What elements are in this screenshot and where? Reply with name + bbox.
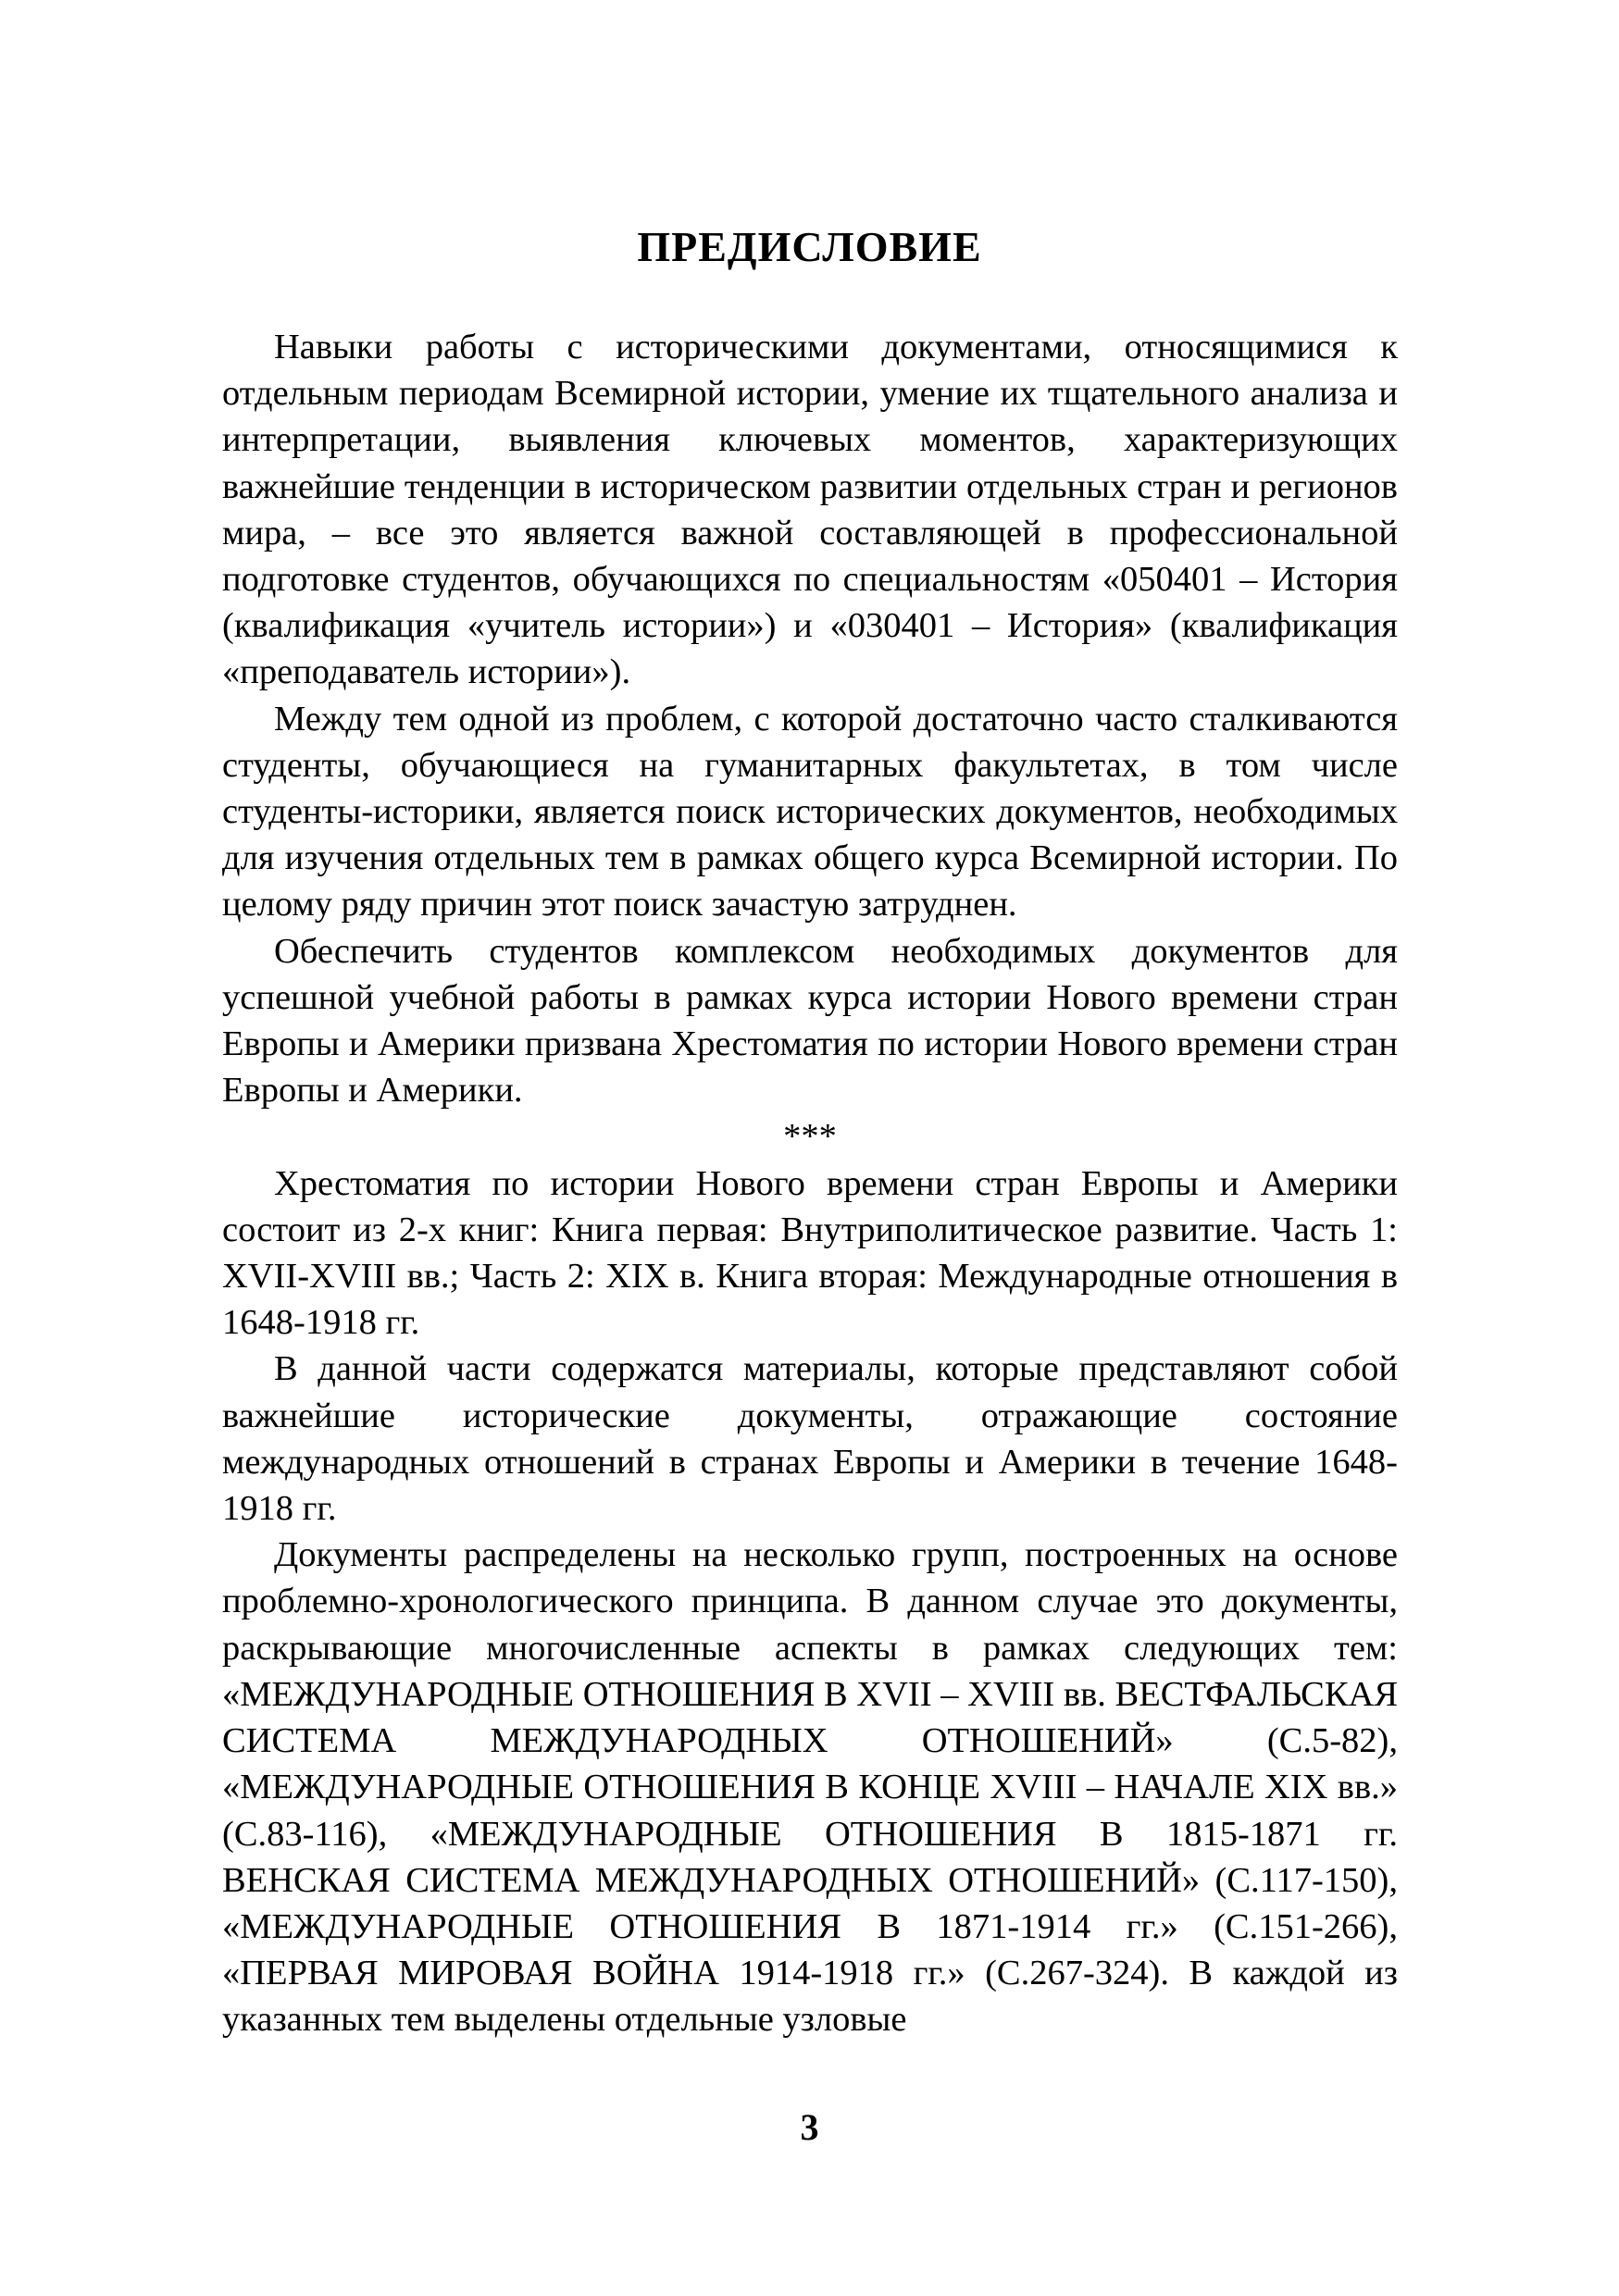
paragraph-3: Обеспечить студентов комплексом необходимых документов для успешной учебной работы в рамках курса истории Нового времени стран Европы и Америки призвана Хрестоматия по истории Нового времени стран Европы и Америки. <box>222 931 1398 1111</box>
section-separator: *** <box>783 1117 837 1157</box>
body-text <box>222 324 1398 2043</box>
paragraph-2: Между тем одной из проблем, с которой достаточно часто сталкиваются студенты, обучающиеся на гуманитарных факультетах, в том числе студенты-историки, является поиск исторических документов, необходимых для изучения отдельных тем в рамках общего курса Всемирной истории. По целому ряду причин этот поиск зачастую затруднен. <box>222 699 1398 925</box>
page-title: ПРЕДИСЛОВИЕ <box>637 223 982 270</box>
paragraph-1: Навыки работы с историческими документами, относящимися к отдельным периодам Всемирной истории, умение их тщательного анализа и интерпретации, выявления ключевых моментов, характеризующих важнейшие тенденции в историческом развитии отдельных стран и регионов мира, – все это является важной составляющей в профессиональной подготовке студентов, обучающихся по специальностям «050401 – История (квалификация «учитель истории») и «030401 – История» (квалификация «преподаватель истории»). <box>222 328 1398 692</box>
page-number: 3 <box>800 2106 819 2148</box>
paragraph-4: Хрестоматия по истории Нового времени стран Европы и Америки состоит из 2-х книг: Книга первая: Внутриполитическое развитие. Часть 1: XVII-XVIII вв.; Часть 2: XIX в. Книга вторая: Международные отношения в 1648-1918 гг. <box>222 1163 1398 1343</box>
paragraph-6: Документы распределены на несколько групп, построенных на основе проблемно-хронологического принципа. В данном случае это документы, раскрывающие многочисленные аспекты в рамках следующих тем: «МЕЖДУНАРОДНЫЕ ОТНОШЕНИЯ В XVII – XVIII вв. ВЕСТФАЛЬСКАЯ СИСТЕМА МЕЖДУНАРОДНЫХ ОТНОШЕНИЙ» (С.5-82), «МЕЖДУНАРОДНЫЕ ОТНОШЕНИЯ В КОНЦЕ XVIII – НАЧАЛЕ XIX вв.» (С.83-116), «МЕЖДУНАРОДНЫЕ ОТНОШЕНИЯ В 1815-1871 гг. ВЕНСКАЯ СИСТЕМА МЕЖДУНАРОДНЫХ ОТНОШЕНИЙ» (С.117-150), «МЕЖДУНАРОДНЫЕ ОТНОШЕНИЯ В 1871-1914 гг.» (С.151-266), «ПЕРВАЯ МИРОВАЯ ВОЙНА 1914-1918 гг.» (С.267-324). В каждой из указанных тем выделены отдельные узловые <box>222 1535 1398 2040</box>
paragraph-5: В данной части содержатся материалы, которые представляют собой важнейшие исторические документы, отражающие состояние международных отношений в странах Европы и Америки в течение 1648-1918 гг. <box>222 1349 1398 1529</box>
